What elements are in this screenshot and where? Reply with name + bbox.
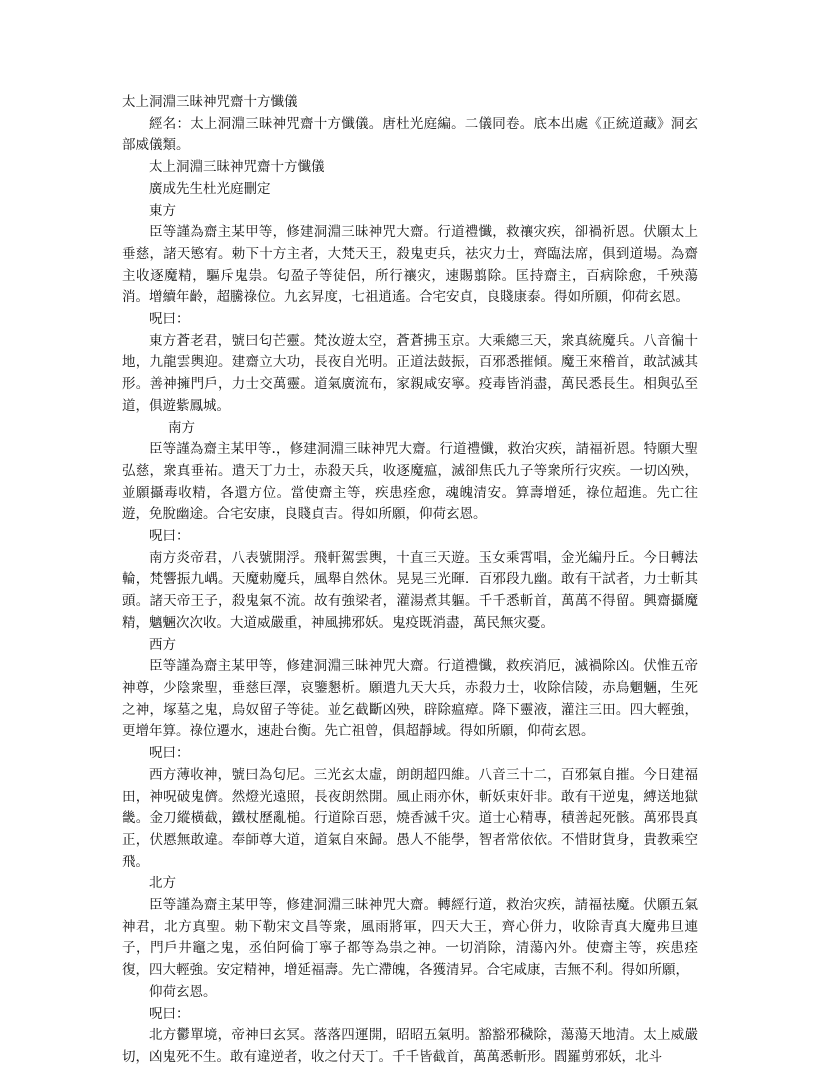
east-petition: 臣等謹為齋主某甲等，修建洞淵三昧神咒大齋。行道禮懺，救禳灾疾，卻禍祈恩。伏願太上垂慈，諸天慜宥。勅下十方主者，大梵天王，殺鬼吏兵，祛灾力士，齊臨法席，俱到道場。為齋主收逐魔精，驅斥鬼祟。匂盈子等徒侶，所行禳灾，速賜翦除。匡持齋主，百病除愈，千殃蕩消。增續年齡，超騰祿位。九玄昇度，七祖逍遙。合宅安貞，良賤康泰。得如所願，仰荷玄恩。 (122, 224, 698, 306)
south-zhou-label: 呪曰： (149, 528, 190, 545)
document-page (122, 92, 698, 1069)
north-zhou-label: 呪曰： (149, 1005, 190, 1022)
author-line: 廣成先生杜光庭刪定 (149, 180, 271, 197)
east-zhou-label: 呪曰： (149, 311, 190, 328)
south-petition: 臣等謹為齋主某甲等.，修建洞淵三昧神咒大齋。行道禮懺，救治灾疾，請福祈恩。特願大聖弘慈，衆真垂祐。遣天丁力士，赤殺天兵，收逐魔瘟，滅卻焦氏九子等衆所行灾疾。一切凶殃，並願攝毒收精，各還方位。當使齋主等，疾患痊愈，魂魄清安。算壽增延，祿位超進。先亡往遊，免脫幽途。合宅安康，良賤貞吉。得如所願，仰荷玄恩。 (122, 441, 698, 523)
north-petition: 臣等謹為齋主某甲等，修建洞淵三昧神咒大齋。轉經行道，救治灾疾，請福祛魔。伏願五氣神君，北方真聖。勅下勒宋文昌等衆，風雨將軍，四天大王，齊心併力，收除青真大魔弗旦連子，門戶井竈之鬼，丞伯阿倫丁寧子都等為祟之神。一切消除，清蕩內外。使齋主等，疾患痊復，四大輕強。安定精神，增延福壽。先亡滯魄，各獲清昇。合宅咸康，吉無不利。得如所願， (122, 897, 698, 979)
north-incantation: 北方鬱單境，帝神曰玄冥。落落四運開，昭昭五氣明。豁豁邪穢除，蕩蕩天地清。太上威嚴切，凶鬼死不生。敢有違逆者，收之付天丁。千千皆截首，萬萬悉斬形。閻羅剪邪妖，北斗 (122, 1027, 698, 1065)
section-heading-east: 東方 (149, 202, 176, 219)
scripture-subtitle: 太上洞淵三昧神咒齋十方懺儀 (149, 159, 325, 176)
section-heading-north: 北方 (149, 875, 176, 892)
north-petition-closing: 仰荷玄恩。 (149, 983, 217, 1000)
west-incantation: 西方薄收神，號曰為匂尼。三光玄太虛，朗朗超四維。八音三十二，百邪氣自摧。今日建福田，神呪破鬼儕。然燈光遠照，長夜朗然開。風止雨亦休，斬妖束奸非。敢有干逆鬼，縛送地獄畿。金刀縱橫截，鐵杖歷亂槌。行道除百惡，燒香滅千灾。道士心精專，積善起死骸。萬邪畏真正，伏慝無敢違。奉師尊大道，道氣自來歸。愚人不能學，智者常依依。不惜財貨身，貴教乘空飛。 (122, 766, 698, 870)
document-title: 太上洞淵三昧神咒齋十方懺儀 (122, 94, 298, 110)
west-petition: 臣等謹為齋主某甲等，修建洞淵三昧神咒大齋。行道禮懺，救疾消厄，滅禍除凶。伏惟五帝神尊，少陰衆聖，垂慈巨澤，哀鑒懇析。願遣九天大兵，赤殺力士，收除信陵，赤烏魍魎，生死之神，塚墓之鬼，烏奴留子等徒。並乞截斷凶殃，辟除瘟瘴。降下靈液，灌注三田。四大輕強，更增年算。祿位遷水，速赴台衡。先亡祖曾，俱超靜域。得如所願，仰荷玄恩。 (122, 658, 698, 740)
section-heading-south: 南方 (168, 419, 195, 436)
section-heading-west: 西方 (149, 636, 176, 653)
south-incantation: 南方炎帝君，八表號開浮。飛軒駕雲輿，十直三天遊。玉女乘霄唱，金光編丹丘。今日轉法輪，梵響振九嵎。天魔勅魔兵，風舉自然休。晃晃三光暉．百邪段九幽。敢有干試者，力士斬其頭。諸天帝王子，殺鬼氣不流。故有強梁者，灌湯煮其軀。千千悉斬首，萬萬不得留。興齋攝魔精，魑魎次次收。大道威嚴重，神風拂邪妖。鬼疫既消盡，萬民無灾憂。 (122, 549, 698, 631)
scripture-meta: 經名：太上洞淵三昧神咒齋十方懺儀。唐杜光庭編。二儀同卷。底本出處《正統道藏》洞玄部威儀類。 (122, 115, 698, 154)
west-zhou-label: 呪曰： (149, 745, 190, 762)
east-incantation: 東方蒼老君，號曰匂芒靈。梵汝遊太空，蒼蒼拂玉京。大乘總三天，衆真統魔兵。八音徧十地，九龍雲輿迎。建齋立大功，長夜自光明。正道法鼓振，百邪悉摧傾。魔王來稽首，敢試滅其形。善神擁門戶，力士交萬靈。道氣廣流布，家親咸安寧。疫毒皆消盡，萬民悉長生。相與弘至道，俱遊紫鳳城。 (122, 332, 698, 414)
